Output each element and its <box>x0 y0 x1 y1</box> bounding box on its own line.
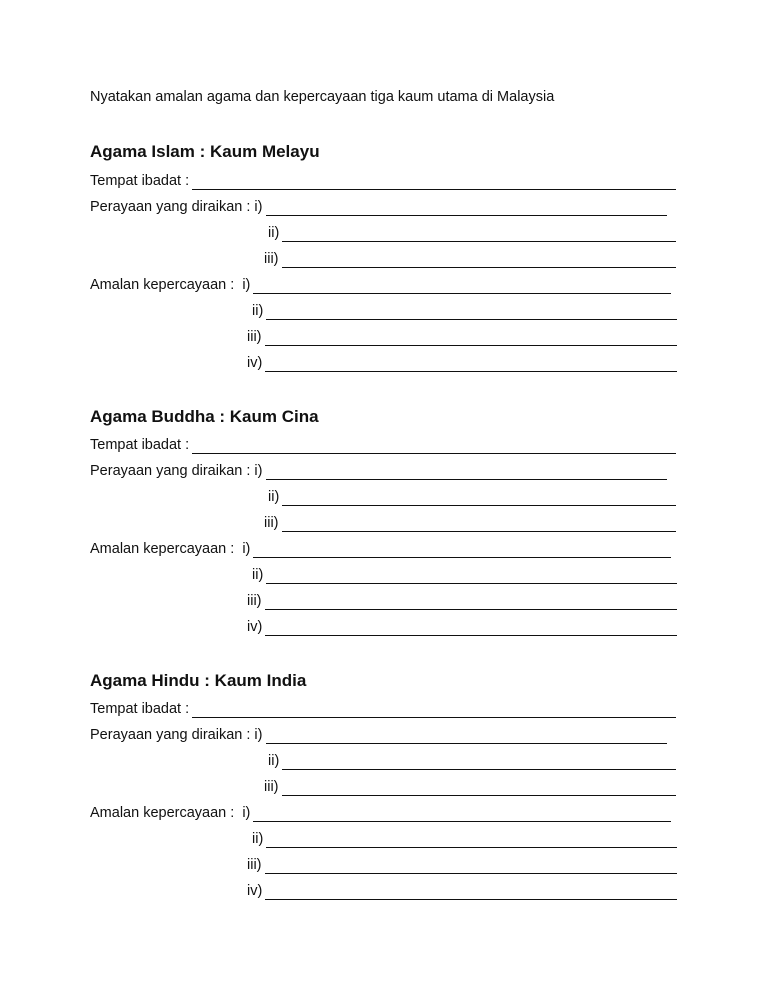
answer-line[interactable] <box>192 174 676 190</box>
answer-line[interactable] <box>265 356 677 372</box>
answer-row <box>90 726 667 744</box>
answer-row <box>252 566 677 584</box>
amalan-label: Amalan kepercayaan : i) <box>90 277 251 293</box>
section-heading-buddha: Agama Buddha : Kaum Cina <box>90 407 319 426</box>
answer-row <box>268 488 676 506</box>
item-number: iv) <box>247 619 263 635</box>
answer-line[interactable] <box>192 438 676 454</box>
answer-line[interactable] <box>265 858 678 874</box>
answer-row <box>90 276 671 294</box>
answer-row <box>247 618 677 636</box>
amalan-label: Amalan kepercayaan : i) <box>90 805 251 821</box>
amalan-label: Amalan kepercayaan : i) <box>90 541 251 557</box>
answer-row <box>252 302 677 320</box>
answer-row <box>90 540 671 558</box>
section-heading-hindu: Agama Hindu : Kaum India <box>90 671 307 690</box>
instruction-text: Nyatakan amalan agama dan kepercayaan tiga kaum utama di Malaysia <box>90 89 555 105</box>
answer-row <box>268 752 676 770</box>
answer-row <box>247 882 677 900</box>
tempat-ibadat-label: Tempat ibadat : <box>90 701 190 717</box>
item-number: ii) <box>268 753 280 769</box>
answer-line[interactable] <box>282 252 677 268</box>
answer-line[interactable] <box>266 568 677 584</box>
answer-line[interactable] <box>266 304 677 320</box>
item-number: iii) <box>264 515 279 531</box>
answer-line[interactable] <box>265 620 677 636</box>
item-number: ii) <box>268 489 280 505</box>
item-number: iii) <box>264 779 279 795</box>
answer-row <box>264 778 676 796</box>
answer-row <box>90 700 676 718</box>
item-number: iii) <box>247 857 262 873</box>
item-number: iv) <box>247 355 263 371</box>
item-number: iii) <box>247 593 262 609</box>
tempat-ibadat-label: Tempat ibadat : <box>90 173 190 189</box>
answer-line[interactable] <box>266 464 668 480</box>
item-number: iii) <box>264 251 279 267</box>
answer-row <box>264 514 676 532</box>
answer-line[interactable] <box>192 702 676 718</box>
answer-row <box>268 224 676 242</box>
answer-line[interactable] <box>253 542 671 558</box>
answer-line[interactable] <box>253 278 671 294</box>
answer-row <box>247 592 677 610</box>
answer-line[interactable] <box>265 330 678 346</box>
answer-row <box>252 830 677 848</box>
perayaan-label: Perayaan yang diraikan : i) <box>90 199 263 215</box>
item-number: iii) <box>247 329 262 345</box>
answer-line[interactable] <box>282 780 677 796</box>
answer-line[interactable] <box>282 516 677 532</box>
answer-row <box>90 198 667 216</box>
item-number: ii) <box>252 831 264 847</box>
section-heading-islam: Agama Islam : Kaum Melayu <box>90 142 320 161</box>
answer-row <box>90 172 676 190</box>
item-number: iv) <box>247 883 263 899</box>
answer-line[interactable] <box>282 754 676 770</box>
answer-row <box>90 804 671 822</box>
item-number: ii) <box>268 225 280 241</box>
answer-line[interactable] <box>282 226 676 242</box>
answer-row <box>90 462 667 480</box>
tempat-ibadat-label: Tempat ibadat : <box>90 437 190 453</box>
item-number: ii) <box>252 303 264 319</box>
answer-line[interactable] <box>266 728 668 744</box>
answer-line[interactable] <box>265 884 677 900</box>
answer-line[interactable] <box>282 490 676 506</box>
answer-line[interactable] <box>266 832 677 848</box>
perayaan-label: Perayaan yang diraikan : i) <box>90 463 263 479</box>
answer-line[interactable] <box>253 806 671 822</box>
answer-line[interactable] <box>266 200 668 216</box>
answer-line[interactable] <box>265 594 678 610</box>
item-number: ii) <box>252 567 264 583</box>
answer-row <box>247 328 677 346</box>
perayaan-label: Perayaan yang diraikan : i) <box>90 727 263 743</box>
answer-row <box>264 250 676 268</box>
answer-row <box>90 436 676 454</box>
answer-row <box>247 354 677 372</box>
answer-row <box>247 856 677 874</box>
